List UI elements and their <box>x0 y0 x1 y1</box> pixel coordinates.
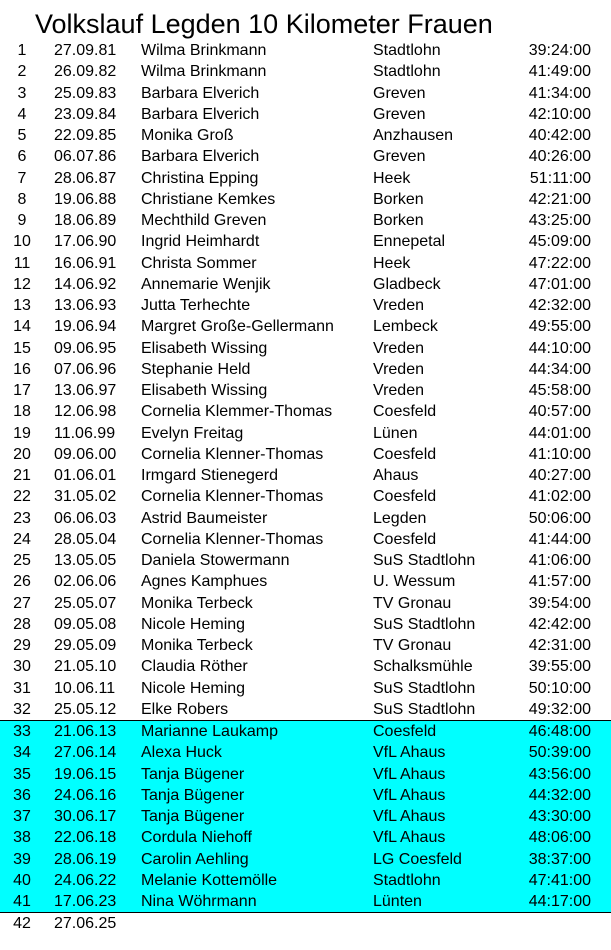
club-name: Lünten <box>373 893 422 910</box>
runner-name: Barbara Elverich <box>141 105 260 123</box>
runner-name: Wilma Brinkmann <box>141 63 267 81</box>
table-row <box>0 720 611 742</box>
table-row <box>0 529 611 550</box>
runner-name: Melanie Kottemölle <box>141 871 278 889</box>
row-date: 25.05.07 <box>54 594 117 612</box>
table-row <box>0 656 611 677</box>
runner-name: Stephanie Held <box>141 360 251 378</box>
finish-time: 42:42:00 <box>528 615 591 633</box>
table-row <box>0 423 611 444</box>
club-name: SuS Stadtlohn <box>373 700 476 718</box>
finish-time: 40:26:00 <box>528 148 591 166</box>
row-number: 38 <box>13 829 31 847</box>
club-name: Lünen <box>373 424 418 442</box>
finish-time: 39:24:00 <box>528 42 591 59</box>
row-date: 19.06.94 <box>54 318 117 336</box>
finish-time: 48:06:00 <box>528 829 591 847</box>
finish-time: 41:06:00 <box>528 552 591 569</box>
runner-name: Evelyn Freitag <box>141 424 244 442</box>
table-row <box>0 231 611 252</box>
finish-time: 44:34:00 <box>528 360 591 378</box>
row-date: 01.06.01 <box>54 467 117 484</box>
table-row <box>0 316 611 337</box>
finish-time: 42:32:00 <box>528 297 591 314</box>
runner-name: Claudia Röther <box>141 658 248 676</box>
club-name: Gladbeck <box>373 275 441 293</box>
row-number: 31 <box>13 679 31 697</box>
club-name: Greven <box>373 148 426 166</box>
page-title: Volkslauf Legden 10 Kilometer Frauen <box>35 9 493 39</box>
row-number: 25 <box>13 552 31 569</box>
row-date: 02.06.06 <box>54 573 117 591</box>
row-number: 27 <box>13 594 31 612</box>
club-name: VfL Ahaus <box>373 808 446 825</box>
finish-time: 50:10:00 <box>528 679 591 697</box>
row-number: 8 <box>17 190 27 208</box>
runner-name: Nina Wöhrmann <box>141 893 257 910</box>
runner-name: Ingrid Heimhardt <box>141 233 260 251</box>
row-number: 4 <box>17 105 27 123</box>
club-name: Legden <box>373 509 427 527</box>
row-date: 23.09.84 <box>54 105 117 123</box>
table-row <box>0 40 611 61</box>
runner-name: Jutta Terhechte <box>141 297 251 314</box>
finish-time: 45:58:00 <box>528 382 591 399</box>
table-row <box>0 849 611 870</box>
runner-name: Wilma Brinkmann <box>141 42 267 59</box>
row-date: 24.06.16 <box>54 786 117 804</box>
table-row <box>0 338 611 359</box>
row-date: 26.09.82 <box>54 63 117 81</box>
row-date: 25.05.12 <box>54 700 117 718</box>
finish-time: 40:57:00 <box>528 403 591 421</box>
finish-time: 49:55:00 <box>528 318 591 336</box>
runner-name: Annemarie Wenjik <box>141 275 271 293</box>
runner-name: Nicole Heming <box>141 615 246 633</box>
finish-time: 41:10:00 <box>528 445 591 463</box>
club-name: Schalksmühle <box>373 658 473 676</box>
finish-time: 47:22:00 <box>528 254 591 272</box>
row-number: 11 <box>13 254 31 272</box>
club-name: VfL Ahaus <box>373 744 446 762</box>
table-row <box>0 359 611 380</box>
table-row <box>0 870 611 891</box>
row-date: 13.05.05 <box>54 552 117 569</box>
row-date: 09.06.00 <box>54 445 117 463</box>
finish-time: 43:25:00 <box>528 212 591 229</box>
row-number: 9 <box>17 212 27 229</box>
row-number: 42 <box>13 915 31 933</box>
row-number: 2 <box>17 63 27 81</box>
runner-name: Nicole Heming <box>141 679 246 697</box>
runner-name: Monika Groß <box>141 127 234 144</box>
runner-name: Barbara Elverich <box>141 84 260 102</box>
club-name: Coesfeld <box>373 530 437 548</box>
row-number: 1 <box>17 42 27 59</box>
club-name: Lembeck <box>373 318 438 336</box>
runner-name: Mechthild Greven <box>141 212 267 229</box>
runner-name: Marianne Laukamp <box>141 723 278 740</box>
club-name: Ennepetal <box>373 233 446 251</box>
runner-name: Cornelia Klemmer-Thomas <box>141 403 333 421</box>
row-number: 14 <box>13 318 31 336</box>
finish-time: 42:10:00 <box>528 105 591 123</box>
runner-name: Elisabeth Wissing <box>141 339 268 357</box>
finish-time: 44:32:00 <box>528 786 591 804</box>
finish-time: 43:56:00 <box>528 765 591 783</box>
row-number: 33 <box>13 723 31 740</box>
finish-time: 41:44:00 <box>528 530 591 548</box>
finish-time: 41:34:00 <box>528 84 591 102</box>
club-name: Vreden <box>373 339 424 357</box>
row-number: 10 <box>13 233 31 251</box>
club-name: U. Wessum <box>373 573 456 591</box>
runner-name: Tanja Bügener <box>141 765 245 783</box>
row-date: 18.06.89 <box>54 212 117 229</box>
row-date: 24.06.22 <box>54 871 117 889</box>
row-date: 19.06.88 <box>54 190 117 208</box>
row-date: 25.09.83 <box>54 84 117 102</box>
table-row <box>0 550 611 571</box>
row-date: 07.06.96 <box>54 360 117 378</box>
finish-time: 50:39:00 <box>528 744 591 762</box>
table-row <box>0 678 611 699</box>
table-row <box>0 635 611 656</box>
row-date: 21.05.10 <box>54 658 117 676</box>
row-date: 31.05.02 <box>54 488 117 506</box>
row-date: 10.06.11 <box>54 679 116 697</box>
row-number: 16 <box>13 360 31 378</box>
runner-name: Carolin Aehling <box>141 850 249 868</box>
row-date: 28.06.19 <box>54 850 117 868</box>
runner-name: Monika Terbeck <box>141 637 253 654</box>
table-row <box>0 891 611 913</box>
row-date: 13.06.97 <box>54 382 117 399</box>
finish-time: 47:41:00 <box>528 871 591 889</box>
club-name: VfL Ahaus <box>373 786 446 804</box>
runner-name: Monika Terbeck <box>141 594 253 612</box>
row-number: 3 <box>17 84 27 102</box>
row-number: 19 <box>13 424 31 442</box>
row-number: 5 <box>17 127 27 144</box>
club-name: Stadtlohn <box>373 871 441 889</box>
club-name: LG Coesfeld <box>373 850 462 868</box>
row-date: 17.06.90 <box>54 233 117 251</box>
runner-name: Cordula Niehoff <box>141 829 252 847</box>
club-name: Vreden <box>373 360 424 378</box>
row-number: 28 <box>13 615 31 633</box>
row-number: 18 <box>13 403 31 421</box>
runner-name: Elisabeth Wissing <box>141 382 268 399</box>
row-date: 17.06.23 <box>54 893 117 910</box>
row-date: 13.06.93 <box>54 297 117 314</box>
row-number: 13 <box>13 297 31 314</box>
club-name: TV Gronau <box>373 594 452 612</box>
club-name: Coesfeld <box>373 723 437 740</box>
club-name: Stadtlohn <box>373 63 441 81</box>
table-row <box>0 827 611 848</box>
results-table <box>0 40 611 935</box>
club-name: TV Gronau <box>373 637 452 654</box>
row-date: 06.07.86 <box>54 148 117 166</box>
runner-name: Tanja Bügener <box>141 786 245 804</box>
table-row <box>0 764 611 785</box>
table-row <box>0 614 611 635</box>
finish-time: 46:48:00 <box>528 723 591 740</box>
table-row <box>0 83 611 104</box>
row-number: 20 <box>13 445 31 463</box>
row-date: 12.06.98 <box>54 403 117 421</box>
table-row <box>0 253 611 274</box>
row-number: 35 <box>13 765 31 783</box>
club-name: Heek <box>373 254 411 272</box>
row-date: 28.06.87 <box>54 169 117 187</box>
runner-name: Christa Sommer <box>141 254 257 272</box>
row-number: 37 <box>13 808 31 825</box>
table-row <box>0 742 611 763</box>
row-number: 15 <box>13 339 31 357</box>
finish-time: 41:49:00 <box>528 63 591 81</box>
club-name: SuS Stadtlohn <box>373 615 476 633</box>
finish-time: 41:57:00 <box>528 573 591 591</box>
row-number: 32 <box>13 700 31 718</box>
table-row <box>0 189 611 210</box>
row-date: 19.06.15 <box>54 765 117 783</box>
runner-name: Tanja Bügener <box>141 808 245 825</box>
table-row <box>0 295 611 316</box>
runner-name: Daniela Stowermann <box>141 552 290 569</box>
club-name: Coesfeld <box>373 445 437 463</box>
club-name: Anzhausen <box>373 127 454 144</box>
row-number: 40 <box>13 871 31 889</box>
row-date: 21.06.13 <box>54 723 117 740</box>
table-row <box>0 104 611 125</box>
runner-name: Christina Epping <box>141 169 259 187</box>
club-name: Greven <box>373 105 426 123</box>
club-name: VfL Ahaus <box>373 829 446 847</box>
row-date: 09.05.08 <box>54 615 117 633</box>
table-row <box>0 274 611 295</box>
row-date: 22.06.18 <box>54 829 117 847</box>
row-number: 6 <box>17 148 27 166</box>
row-date: 29.05.09 <box>54 637 117 654</box>
row-date: 28.05.04 <box>54 530 117 548</box>
finish-time: 41:02:00 <box>528 488 591 506</box>
club-name: SuS Stadtlohn <box>373 679 476 697</box>
table-row <box>0 380 611 401</box>
club-name: Borken <box>373 190 424 208</box>
club-name: Stadtlohn <box>373 42 441 59</box>
row-number: 41 <box>13 893 31 910</box>
runner-name: Agnes Kamphues <box>141 573 268 591</box>
table-row <box>0 401 611 422</box>
finish-time: 44:01:00 <box>528 424 591 442</box>
runner-name: Elke Robers <box>141 700 229 718</box>
row-date: 11.06.99 <box>54 424 116 442</box>
row-date: 14.06.92 <box>54 275 117 293</box>
row-date: 27.06.14 <box>54 744 117 762</box>
row-number: 29 <box>13 637 31 654</box>
finish-time: 44:10:00 <box>528 339 591 357</box>
club-name: Coesfeld <box>373 488 437 506</box>
row-number: 12 <box>13 275 31 293</box>
club-name: Ahaus <box>373 467 419 484</box>
row-date: 09.06.95 <box>54 339 117 357</box>
table-row <box>0 146 611 167</box>
runner-name: Cornelia Klenner-Thomas <box>141 488 324 506</box>
finish-time: 45:09:00 <box>528 233 591 251</box>
row-number: 17 <box>13 382 31 399</box>
table-row <box>0 785 611 806</box>
finish-time: 44:17:00 <box>528 893 591 910</box>
club-name: Heek <box>373 169 411 187</box>
finish-time: 50:06:00 <box>528 509 591 527</box>
finish-time: 42:31:00 <box>528 637 591 654</box>
finish-time: 43:30:00 <box>528 808 591 825</box>
club-name: VfL Ahaus <box>373 765 446 783</box>
finish-time: 39:54:00 <box>528 594 591 612</box>
table-row <box>0 571 611 592</box>
table-row <box>0 913 611 934</box>
table-row <box>0 465 611 486</box>
club-name: SuS Stadtlohn <box>373 552 476 569</box>
table-row <box>0 699 611 720</box>
row-number: 24 <box>13 530 31 548</box>
runner-name: Christiane Kemkes <box>141 190 276 208</box>
row-date: 30.06.17 <box>54 808 117 825</box>
runner-name: Astrid Baumeister <box>141 509 268 527</box>
row-number: 21 <box>13 467 31 484</box>
finish-time: 51:11:00 <box>529 169 591 187</box>
finish-time: 39:55:00 <box>528 658 591 676</box>
row-number: 22 <box>13 488 31 506</box>
runner-name: Cornelia Klenner-Thomas <box>141 530 324 548</box>
finish-time: 47:01:00 <box>528 275 591 293</box>
row-date: 06.06.03 <box>54 509 117 527</box>
table-row <box>0 508 611 529</box>
table-row <box>0 593 611 614</box>
row-number: 26 <box>13 573 31 591</box>
finish-time: 49:32:00 <box>528 700 591 718</box>
runner-name: Margret Große-Gellermann <box>141 318 334 336</box>
row-number: 34 <box>13 744 31 762</box>
finish-time: 40:42:00 <box>528 127 591 144</box>
table-row <box>0 806 611 827</box>
row-date: 22.09.85 <box>54 127 117 144</box>
club-name: Vreden <box>373 382 424 399</box>
table-row <box>0 444 611 465</box>
table-row <box>0 210 611 231</box>
finish-time: 38:37:00 <box>528 850 591 868</box>
runner-name: Alexa Huck <box>141 744 222 762</box>
row-date: 16.06.91 <box>54 254 117 272</box>
row-number: 7 <box>17 169 27 187</box>
row-date: 27.06.25 <box>54 915 117 933</box>
finish-time: 40:27:00 <box>528 467 591 484</box>
finish-time: 42:21:00 <box>528 190 591 208</box>
table-row <box>0 168 611 189</box>
club-name: Greven <box>373 84 426 102</box>
row-number: 23 <box>13 509 31 527</box>
club-name: Borken <box>373 212 424 229</box>
table-row <box>0 486 611 507</box>
table-row <box>0 125 611 146</box>
table-row <box>0 61 611 82</box>
runner-name: Irmgard Stienegerd <box>141 467 278 484</box>
row-number: 39 <box>13 850 31 868</box>
row-number: 30 <box>13 658 31 676</box>
runner-name: Cornelia Klenner-Thomas <box>141 445 324 463</box>
runner-name: Barbara Elverich <box>141 148 260 166</box>
row-number: 36 <box>13 786 31 804</box>
club-name: Coesfeld <box>373 403 437 421</box>
club-name: Vreden <box>373 297 424 314</box>
row-date: 27.09.81 <box>54 42 117 59</box>
